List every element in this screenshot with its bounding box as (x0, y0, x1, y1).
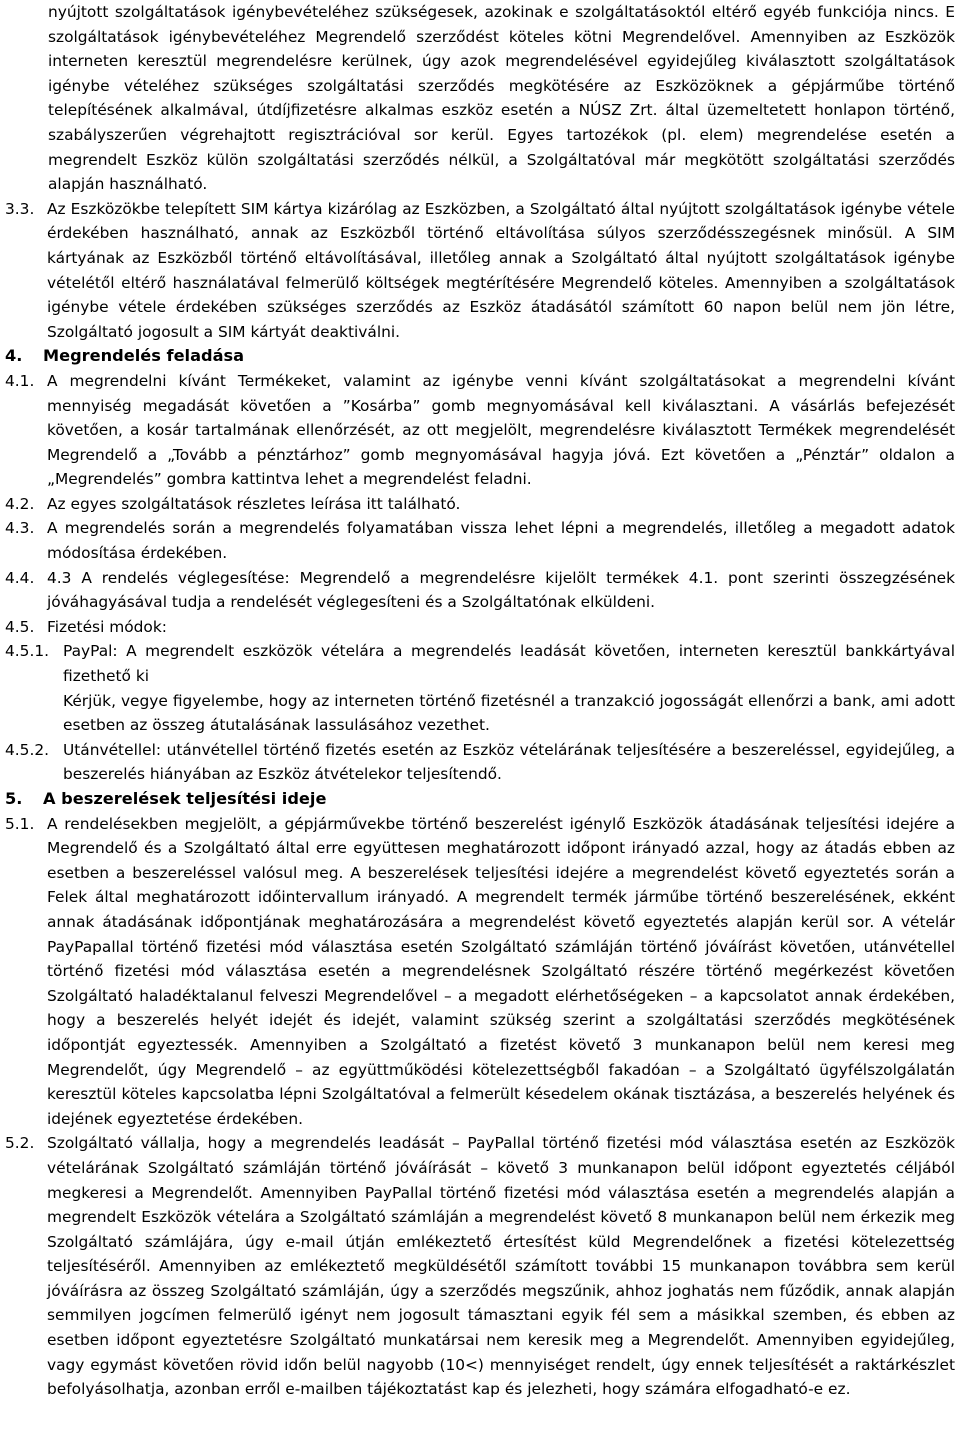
section-number: 4.5.2. (5, 740, 50, 759)
intro-paragraph (5, 0, 955, 197)
section-text: A rendelésekben megjelölt, a gépjárművekbe történő beszerelést igénylő Eszközök átadásának teljesítési idejére a Megrendelő és a Szolgáltató által erre együttesen meghatározott időpont irányadó azzal, hogy az átadás ebben az esetben a beszereléssel valósul meg. A beszerelések teljesítési idejére a megrendelést követő egyeztetés során a Felek által meghatározott időintervallum irányadó. A megrendelt termék járműbe történő beszerelésének, ekként annak átadásának időpontjának meghatározására a megrendelést követő egyeztetés alapján kerül sor. A vételár PayPapallal történő fizetési mód választása esetén Szolgáltató számláján történő jóváírást követően, utánvétellel történő fizetési mód választása esetén a megrendelésnek Szolgáltató részére történő megérkezést követően Szolgáltató haladéktalanul felveszi Megrendelővel – a megadott elérhetőségeken – a kapcsolatot annak érdekében, hogy a beszerelés helyét idejét és idejét, valamint szükség szerint a szolgáltatási szerződés megkötésének időpontját egyeztessék. Amennyiben a Szolgáltató a fizetést követő 3 munkanapon belül nem keresi meg Megrendelőt, úgy Megrendelő – az együttműködési kötelezettségből fakadóan – a Szolgáltató ügyfélszolgálatán keresztül köteles kapcsolatba lépni Szolgáltatóval a felmerült késedelem okának tisztázása, a beszerelés helyének és idejének egyeztetése érdekében. (47, 814, 955, 1128)
intro-text: nyújtott szolgáltatások igénybevételéhez szükségesek, azokinak e szolgáltatásoktól eltérő egyéb funkciója nincs. E szolgáltatások igénybevételéhez Megrendelő szerződést köteles kötni Megrendelővel. Amennyiben az Eszközök interneten keresztül megrendelésre kerülnek, úgy azok megrendelésével egyidejűleg kiválasztott szolgáltatások igénybe vételéhez szükséges szolgáltatási szerződés megkötésére az Eszközöknek a gépjárműbe történő telepítésének alkalmával, útdíjfizetésre alkalmas eszköz esetén a NÚSZ Zrt. által üzemeltetett honlapon történő, szabályszerűen végrehajtott regisztrációval sor kerül. Egyes tartozékok (pl. elem) megrendelése esetén a megrendelt Eszköz külön szolgáltatási szerződés nélkül, a Szolgáltatóval már megkötött szolgáltatási szerződés alapján használható. (48, 3, 955, 194)
section-number: 4.5.1. (5, 642, 50, 661)
section-4-3 (5, 516, 955, 565)
section-number: 4.4. (5, 568, 35, 587)
section-4-5 (5, 615, 955, 640)
section-number: 3.3. (5, 199, 35, 218)
section-text: Fizetési módok: (47, 617, 167, 636)
section-5-2 (5, 1131, 955, 1402)
heading-title: Megrendelés feladása (43, 346, 245, 366)
section-3-3 (5, 197, 955, 345)
section-number: 4.5. (5, 617, 35, 636)
section-number: 5.2. (5, 1134, 35, 1153)
heading-number: 5. (5, 789, 23, 808)
section-5-1 (5, 812, 955, 1132)
section-number: 4.1. (5, 371, 35, 390)
section-text: Utánvétellel: utánvétellel történő fizetés esetén az Eszköz vételárának teljesítésére a beszereléssel, egyidejűleg, a beszerelés hiányában az Eszköz átvételekor teljesítendő. (63, 740, 955, 784)
section-text: A megrendelni kívánt Termékeket, valamint az igénybe venni kívánt szolgáltatásokat a megrendelni kívánt mennyiség megadását követően a ”Kosárba” gomb megnyomásával kell kiválasztani. A vásárlás befejezését követően, a kosár tartalmának ellenőrzését, az ott megjelölt, megrendelésre kiválasztott Termékek megrendelését Megrendelő a „Tovább a pénztárhoz” gomb megnyomásával hagyja jóvá. Ezt követően a „Pénztár” oldalon a „Megrendelés” gombra kattintva lehet a megrendelést feladni. (47, 371, 955, 489)
heading-number: 4. (5, 346, 23, 366)
section-text: A megrendelés során a megrendelés folyamatában vissza lehet lépni a megrendelés, illetőleg a megadott adatok módosítása érdekében. (47, 519, 955, 563)
section-text: PayPal: A megrendelt eszközök vételára a megrendelés leadását követően, interneten keresztül bankkártyával fizethető ki (63, 642, 955, 686)
section-4-4 (5, 566, 955, 615)
section-number: 4.3. (5, 519, 35, 538)
section-4-1 (5, 369, 955, 492)
section-note-text: Kérjük, vegye figyelembe, hogy az interneten történő fizetésnél a tranzakció jogosságát ellenőrzi a bank, ami adott esetben az összeg átutalásának lassulásához vezethet. (63, 691, 955, 735)
section-text: Az egyes szolgáltatások részletes leírása itt található. (47, 494, 461, 513)
section-number: 5.1. (5, 814, 35, 833)
section-4-2 (5, 492, 955, 517)
section-number: 4.2. (5, 494, 35, 513)
section-text: Az Eszközökbe telepített SIM kártya kizárólag az Eszközben, a Szolgáltató által nyújtott szolgáltatások igénybe vétele érdekében használható, annak az Eszközből történő eltávolítása súlyos szerződésszegésnek minősül. A SIM kártyának az Eszközből történő eltávolításával, illetőleg annak a Szolgáltató által nyújtott szolgáltatások igénybe vételétől eltérő használatával felmerülő költségek megtérítésére Megrendelő köteles. Amennyiben a szolgáltatások igénybe vétele érdekében szükséges szerződés az Eszköz átadásától számított 60 napon belül nem jön létre, Szolgáltató jogosult a SIM kártyát deaktiválni. (47, 199, 955, 341)
heading-title: A beszerelések teljesítési ideje (43, 789, 327, 808)
section-4-5-1 (5, 639, 955, 688)
heading-4 (5, 344, 955, 369)
section-4-5-2 (5, 738, 955, 787)
section-text: Szolgáltató vállalja, hogy a megrendelés leadását – PayPallal történő fizetési mód választása esetén az Eszközök vételárának Szolgáltató számláján történő jóváírását – követő 3 munkanapon belül időpont egyeztetés céljából megkeresi a Megrendelőt. Amennyiben PayPallal történő fizetési mód választása esetén a megrendelés alapján a megrendelt Eszközök vételára a Szolgáltató számláján a megrendelést követő 8 munkanapon belül nem érkezik meg Szolgáltató számlájára, úgy e-mail útján emlékeztető értesítést küld Megrendelőnek a fizetési kötelezettség teljesítéséről. Amennyiben az emlékeztető megküldésétől számított további 15 munkanapon továbbra sem kerül jóváírásra az összeg Szolgáltató számláján, úgy a szerződés megszűnik, ahhoz joghatás nem fűződik, annak alapján semmilyen jogcímen felmerülő igényt nem jogosult támasztani egyik fél sem a másikkal szemben, és ebben az esetben időpont egyeztetésre Szolgáltató munkatársai nem keresik meg a Megrendelőt. Amennyiben egyidejűleg, vagy egymást követően rövid időn belül nagyobb (10<) mennyiséget rendelt, úgy ennek teljesítését a raktárkészlet befolyásolhatja, azonban erről e-mailben tájékoztatást kap és jelezheti, hogy számára elfogadható-e ez. (47, 1134, 955, 1399)
heading-5 (5, 787, 955, 812)
section-4-5-1-note (5, 689, 955, 738)
section-text: 4.3 A rendelés véglegesítése: Megrendelő a megrendelésre kijelölt termékek 4.1. pont szerinti összegzésének jóváhagyásával tudja a rendelését véglegesíteni és a Szolgáltatónak elküldeni. (47, 568, 955, 612)
